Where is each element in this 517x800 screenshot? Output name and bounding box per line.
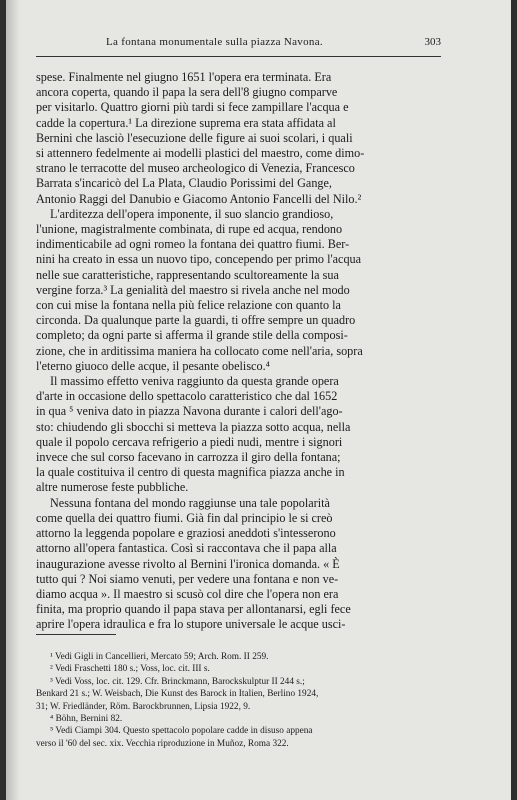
paragraph-start-line: Il massimo effetto veniva raggiunto da questa grande opera bbox=[50, 374, 339, 389]
body-line: ancora coperta, quando il papa la sera dell'8 giugno comparve bbox=[36, 85, 338, 100]
body-line: sto: chiudendo gli sbocchi si metteva la piazza sotto acqua, nella bbox=[36, 419, 351, 434]
body-line: inaugurazione avesse rivolto al Bernini l'ironica domanda. « È bbox=[36, 556, 340, 571]
body-line: strano le terracotte del museo archeologico di Venezia, Francesco bbox=[36, 161, 355, 176]
body-line: altre numerose feste pubbliche. bbox=[36, 480, 189, 495]
footnote-line: ² Vedi Fraschetti 180 s.; Voss, loc. cit. III s. bbox=[50, 664, 210, 675]
body-line: Barrata s'incaricò del La Plata, Claudio Porissimi del Gange, bbox=[36, 176, 332, 191]
body-line: quale il popolo cercava refrigerio a piedi nudi, mentre i signori bbox=[36, 434, 343, 449]
body-line: come quella dei quattro fiumi. Già fin dal principio le si creò bbox=[36, 510, 333, 525]
footnote-line: ¹ Vedi Gigli in Cancellieri, Mercato 59; Arch. Rom. II 259. bbox=[50, 652, 269, 662]
body-line: indimenticabile ad ogni romeo la fontana dei quattro fiumi. Ber- bbox=[36, 237, 350, 252]
footnote-line: Benkard 21 s.; W. Weisbach, Die Kunst des Barock in Italien, Berlino 1924, bbox=[36, 689, 319, 700]
body-line: Antonio Raggi del Danubio e Giacomo Antonio Fancelli del Nilo.² bbox=[36, 191, 362, 206]
body-line: circonda. Da qualunque parte la guardi, ti offre sempre un quadro bbox=[36, 313, 356, 328]
body-line: la quale costituiva il centro di questa magnifica piazza anche in bbox=[36, 465, 345, 480]
body-line: nini ha creato in essa un nuovo tipo, concependo per primo l'acqua bbox=[36, 252, 362, 267]
body-line: attorno all'opera fantastica. Così si raccontava che il papa alla bbox=[36, 541, 337, 556]
footnote-line: ⁴ Böhn, Bernini 82. bbox=[50, 714, 123, 725]
body-line: zione, che in arditissima maniera ha collocato come nell'aria, sopra bbox=[36, 343, 363, 358]
footnote-line: ⁵ Vedi Ciampi 304. Questo spettacolo popolare cadde in disuso appena bbox=[50, 726, 313, 737]
paragraph-start-line: Nessuna fontana del mondo raggiunse una tale popolarità bbox=[50, 495, 330, 510]
body-line: in qua ⁵ veniva dato in piazza Navona durante i calori dell'ago- bbox=[36, 404, 343, 419]
body-line: diamo acqua ». Il maestro si scusò col dire che l'opera non era bbox=[36, 586, 339, 601]
book-page bbox=[6, 0, 511, 800]
body-line: con cui mise la fontana nella più felice relazione con quanto la bbox=[36, 298, 341, 313]
body-line: finita, ma proprio quando il papa stava per allontanarsi, egli fece bbox=[36, 602, 351, 617]
gutter-shadow bbox=[6, 0, 20, 800]
header-rule bbox=[36, 56, 441, 57]
footnote-line: 31; W. Friedländer, Röm. Barockbrunnen, Lipsia 1922, 9. bbox=[36, 701, 251, 712]
body-line: nelle sue caratteristiche, rappresentando scultoreamente la sua bbox=[36, 267, 339, 282]
page-header bbox=[6, 36, 511, 52]
footnote-rule bbox=[36, 634, 116, 635]
body-line: d'arte in occasione dello spettacolo caratteristico che dal 1652 bbox=[36, 389, 338, 404]
body-text bbox=[36, 70, 436, 633]
body-line: spese. Finalmente nel giugno 1651 l'opera era terminata. Era bbox=[36, 70, 332, 84]
body-line: vergine forza.³ La genialità del maestro si rivela anche nel modo bbox=[36, 282, 350, 297]
body-line: l'unione, magistralmente combinata, di rupe ed acqua, rendono bbox=[36, 222, 343, 237]
body-line: completo; da ogni parte si afferma il grande stile della composi- bbox=[36, 328, 348, 343]
body-line: l'eterno giuoco delle acque, il pesante obelisco.⁴ bbox=[36, 358, 270, 373]
body-line: per visitarlo. Quattro giorni più tardi si fece zampillare l'acqua e bbox=[36, 100, 349, 115]
body-line: aprire l'opera idraulica e fra lo stupore universale le acque usci- bbox=[36, 617, 346, 632]
footnotes bbox=[36, 651, 436, 750]
body-line: cadde la copertura.¹ La direzione suprema era stata affidata al bbox=[36, 115, 336, 130]
page-number: 303 bbox=[424, 36, 441, 48]
footnote-line: verso il '60 del sec. xix. Vecchia riproduzione in Muñoz, Roma 322. bbox=[36, 738, 289, 749]
paragraph-start-line: L'arditezza dell'opera imponente, il suo slancio grandioso, bbox=[50, 206, 334, 221]
body-line: Bernini che lasciò l'esecuzione delle figure ai suoi scolari, i quali bbox=[36, 130, 353, 145]
body-line: attorno la leggenda popolare e graziosi aneddoti s'intesserono bbox=[36, 526, 336, 541]
body-line: si attennero fedelmente ai modelli plastici del maestro, come dimo- bbox=[36, 146, 365, 161]
body-line: tutto qui ? Noi siamo venuti, per vedere una fontana e non ve- bbox=[36, 571, 339, 586]
body-line: invece che sul corso facevano in carrozza il giro della fontana; bbox=[36, 450, 341, 465]
running-head: La fontana monumentale sulla piazza Navona. bbox=[106, 36, 323, 48]
footnote-line: ³ Vedi Voss, loc. cit. 129. Cfr. Brinckmann, Barockskulptur II 244 s.; bbox=[50, 676, 305, 687]
